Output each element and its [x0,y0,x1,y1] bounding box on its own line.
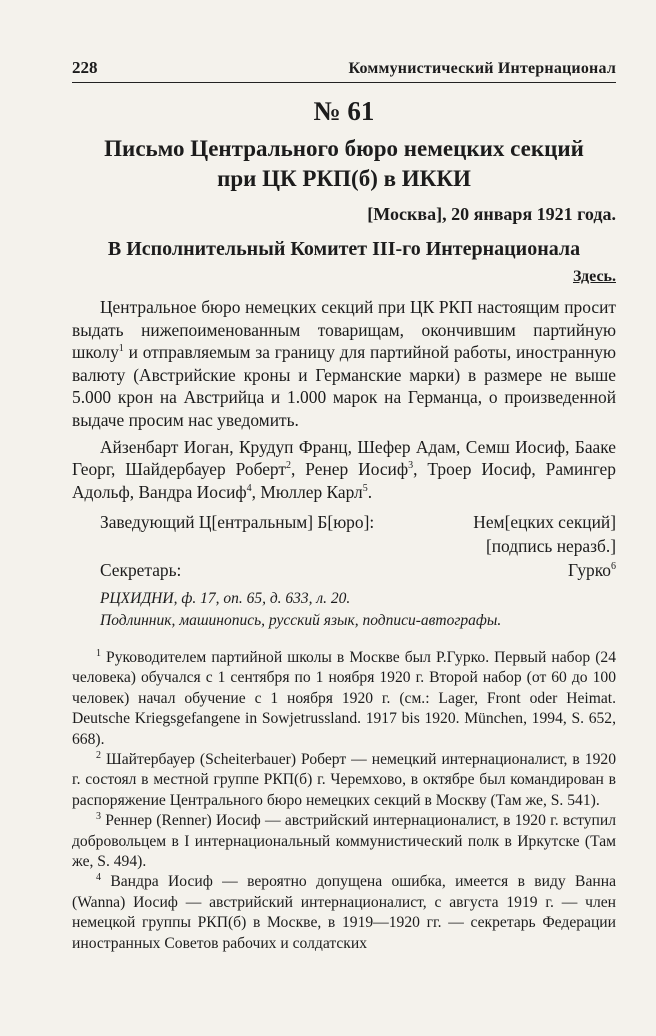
names-text: . [367,481,373,502]
footnote-ref: 3 [408,460,414,472]
footnote-number: 2 [96,749,101,761]
names-text: Айзенбарт Иоган, Крудуп Франц, Шефер Адам, Семш Иосиф, Бааке Георг, Шайдербауер Роберт [72,436,616,480]
footnote-ref: 6 [611,561,616,573]
page-number: 228 [72,58,98,77]
paragraph-text: и отправляемым за границу для партийной работы, иностранную валюту (Австрийские кроны и Германские марки) в размере не выше 5.000 крон на Австрийца и 1.000 марок на Германца, о произведенной выдаче просим нас уведомить. [72,342,616,430]
footnote-text: Реннер (Renner) Иосиф — австрийский интернационалист, в 1920 г. вступил добровольцем в I интернациональный коммунистический полк в Иркутске (Там же, S. 494). [72,812,616,871]
footnote-number: 1 [96,647,101,659]
names-text: , Мюллер Карл [251,481,363,502]
paragraph-text: Центральное бюро немецких секций при ЦК РКП настоящим просит выдать нижепоименованным товарищам, окончившим партийную школу [72,297,616,363]
letter-body [72,296,616,503]
footnote-text: Вандра Иосиф — вероятно допущена ошибка, имеется в виду Ванна (Wanna) Иосиф — австрийский интернационалист, с августа 1919 г. — член немецкой группы РКП(б) в Москве, в 1919—1920 гг. — секретарь Федерации иностранных Советов рабочих и солдатских [72,873,616,952]
signature-head [72,512,616,533]
title-line-1: Письмо Центрального бюро немецких секций [104,136,584,161]
secretary-name-text: Гурко [567,560,611,580]
secretary-label: Секретарь: [100,560,182,580]
running-title: Коммунистический Интернационал [348,60,616,77]
footnote-number: 3 [96,811,101,823]
names-text: , Ренер Иосиф [291,459,409,480]
footnote-item [72,811,616,872]
title-line-2: при ЦК РКП(б) в ИККИ [217,166,471,191]
signature-head-label: Заведующий Ц[ентральным] Б[юро]: [100,512,375,532]
document-title [72,134,616,194]
signature-secretary [72,560,616,581]
paragraph-request [72,296,616,432]
document-number: № 61 [313,96,375,126]
footnote-ref: 2 [286,460,291,472]
names-text: , Троер Иосиф, Рамингер Адольф, Вандра Иосиф [72,459,616,502]
footnote-item [72,872,616,954]
footnote-text: Шайтербауер (Scheiterbauer) Роберт — немецкий интернационалист, в 1920 г. состоял в местной группе РКП(б) г. Черемхово, в октябре был командирован в распоряжение Центрального бюро немецких секций в Москву (Там же, S. 541). [72,751,616,809]
footnote-number: 4 [96,872,101,884]
footnote-text: Руководителем партийной школы в Москве был Р.Гурко. Первый набор (24 человека) обучался с 1 сентября по 1 ноября 1920 г. Второй набор (от 60 до 100 человек) начал обучение с 1 ноября 1920 г. (см.: Lager, Front oder Heimat. Deutsche Kriegsgefangene in Sowjetrussland. 1917 bis 1920. München, 1994, S. 652, 668). [72,649,616,748]
signature-note: [подпись неразб.] [485,536,616,556]
here-mark: Здесь. [573,268,616,285]
footnote-ref: 1 [118,343,124,355]
running-header [72,58,616,83]
addressee: В Исполнительный Комитет III-го Интернационала [107,238,581,260]
footnote-ref: 5 [362,482,368,494]
archive-reference: РЦХИДНИ, ф. 17, оп. 65, д. 633, л. 20. [100,590,351,607]
footnote-item [72,648,616,750]
paragraph-names [72,436,616,504]
footnote-ref: 4 [246,482,252,494]
place-date: [Москва], 20 января 1921 года. [367,204,616,224]
signature-head-value: Нем[ецких секций] [473,512,616,532]
footnote-item [72,750,616,811]
archive-description: Подлинник, машинопись, русский язык, подписи-автографы. [100,612,502,629]
secretary-name [568,560,616,581]
footnotes [72,648,616,954]
